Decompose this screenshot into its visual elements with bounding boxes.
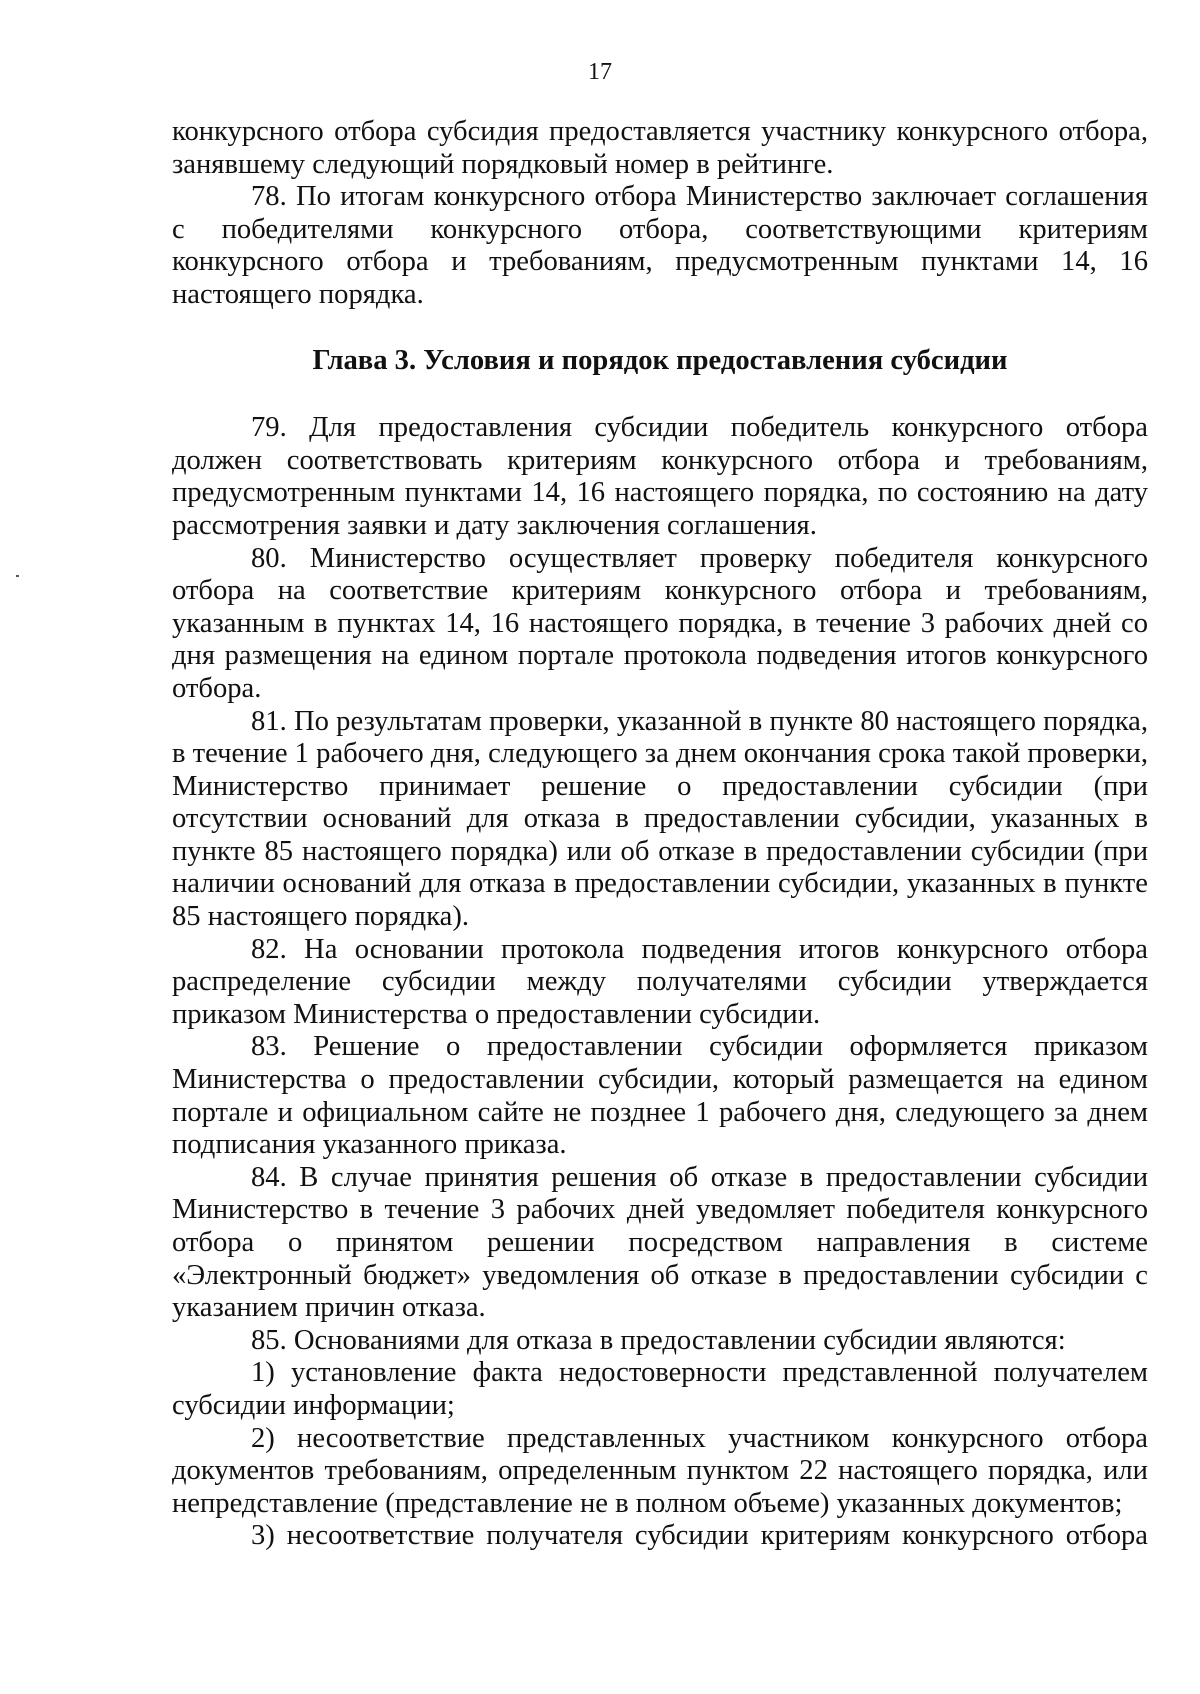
list-item-1: 1) установление факта недостоверности представленной получателем субсидии информации; — [172, 1357, 1148, 1421]
paragraph-78: 78. По итогам конкурсного отбора Министерство заключает соглашения с победителями конкурсного отбора, соответствующими критериям конкурсного отбора и требованиям, предусмотренным пунктами 14, 16 настоящего порядка. — [172, 181, 1148, 310]
chapter-heading: Глава 3. Условия и порядок предоставления субсидии — [312, 344, 1008, 376]
paragraph-84: 84. В случае принятия решения об отказе в предоставлении субсидии Министерство в течение 3 рабочих дней уведомляет победителя конкурсного отбора о принятом решении посредством направления в системе «Электронный бюджет» уведомления об отказе в предоставлении субсидии с указанием причин отказа. — [172, 1161, 1148, 1324]
paragraph-85: 85. Основаниями для отказа в предоставлении субсидии являются: — [251, 1324, 1066, 1356]
paragraph-81: 81. По результатам проверки, указанной в пункте 80 настоящего порядка, в течение 1 рабочего дня, следующего за днем окончания срока такой проверки, Министерство принимает решение о предоставлении субсидии (при отсутствии оснований для отказа в предоставлении субсидии, указанных в пункте 85 настоящего порядка) или об отказе в предоставлении субсидии (при наличии оснований для отказа в предоставлении субсидии, указанных в пункте 85 настоящего порядка). — [172, 705, 1148, 933]
paragraph-80: 80. Министерство осуществляет проверку победителя конкурсного отбора на соответствие критериям конкурсного отбора и требованиям, указанным в пунктах 14, 16 настоящего порядка, в течение 3 рабочих дней со дня размещения на едином портале протокола подведения итогов конкурсного отбора. — [172, 542, 1148, 704]
paragraph-continuation: конкурсного отбора субсидия предоставляется участнику конкурсного отбора, занявшему следующий порядковый номер в рейтинге. — [172, 116, 1148, 180]
document-body — [172, 116, 1148, 1553]
paragraph-82: 82. На основании протокола подведения итогов конкурсного отбора распределение субсидии между получателями субсидии утверждается приказом Министерства о предоставлении субсидии. — [172, 933, 1148, 1030]
page-number: 17 — [588, 59, 612, 85]
list-item-3: 3) несоответствие получателя субсидии критериям конкурсного отбора — [251, 1520, 1148, 1552]
list-item-2: 2) несоответствие представленных участником конкурсного отбора документов требованиям, определенным пунктом 22 настоящего порядка, или непредставление (представление не в полном объеме) указанных документов; — [172, 1422, 1148, 1519]
paragraph-83: 83. Решение о предоставлении субсидии оформляется приказом Министерства о предоставлении субсидии, который размещается на едином портале и официальном сайте не позднее 1 рабочего дня, следующего за днем подписания указанного приказа. — [172, 1031, 1148, 1161]
paragraph-79: 79. Для предоставления субсидии победитель конкурсного отбора должен соответствовать критериям конкурсного отбора и требованиям, предусмотренным пунктами 14, 16 настоящего порядка, по состоянию на дату рассмотрения заявки и дату заключения соглашения. — [172, 412, 1148, 541]
margin-mark — [16, 575, 19, 577]
